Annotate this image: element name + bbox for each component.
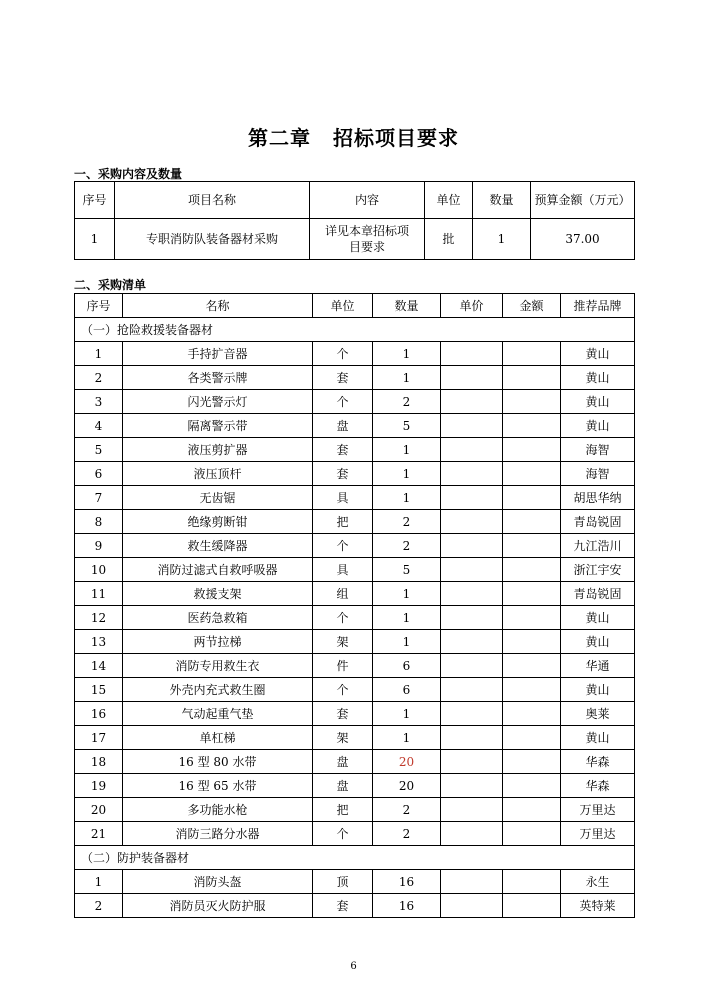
table-row — [75, 726, 635, 750]
table-cell: 1 — [373, 582, 441, 606]
table-cell: 7 — [75, 486, 123, 510]
table-cell — [441, 774, 503, 798]
table-cell: 九江浩川 — [561, 534, 635, 558]
table-cell: 青岛锐固 — [561, 510, 635, 534]
table-cell: 5 — [373, 558, 441, 582]
table-row — [75, 534, 635, 558]
table-cell: 1 — [373, 486, 441, 510]
table-cell: 1 — [373, 366, 441, 390]
table-cell — [441, 438, 503, 462]
table-cell — [503, 462, 561, 486]
table-cell — [503, 510, 561, 534]
table-cell: 11 — [75, 582, 123, 606]
table-cell: 批 — [425, 219, 473, 260]
table-cell — [441, 534, 503, 558]
table-cell: 具 — [313, 486, 373, 510]
table-cell: 消防员灭火防护服 — [123, 894, 313, 918]
table-cell: 个 — [313, 534, 373, 558]
header-cell: 数量 — [473, 182, 531, 219]
chapter-title: 招标项目要求 — [333, 126, 459, 150]
table-cell — [441, 510, 503, 534]
table-cell — [503, 894, 561, 918]
table-cell — [503, 774, 561, 798]
table-cell: 两节拉梯 — [123, 630, 313, 654]
table-row — [75, 558, 635, 582]
table-cell: 医药急救箱 — [123, 606, 313, 630]
page-number: 6 — [350, 961, 357, 972]
table-cell: 永生 — [561, 870, 635, 894]
table-row — [75, 510, 635, 534]
table-cell: 15 — [75, 678, 123, 702]
table-cell: 5 — [373, 414, 441, 438]
table-cell: 手持扩音器 — [123, 342, 313, 366]
table-cell — [503, 750, 561, 774]
header-cell: 名称 — [123, 294, 313, 318]
table-cell — [441, 414, 503, 438]
table-cell: 闪光警示灯 — [123, 390, 313, 414]
table-cell: 1 — [373, 438, 441, 462]
table-row — [75, 366, 635, 390]
table-cell — [503, 726, 561, 750]
table-row — [75, 894, 635, 918]
table-cell: 气动起重气垫 — [123, 702, 313, 726]
table-cell: 单杠梯 — [123, 726, 313, 750]
table-cell: 英特莱 — [561, 894, 635, 918]
table-cell: 专职消防队装备器材采购 — [115, 219, 310, 260]
table-row — [75, 390, 635, 414]
table-cell: 隔离警示带 — [123, 414, 313, 438]
table-cell — [441, 486, 503, 510]
table-cell: 6 — [373, 678, 441, 702]
table-cell: 架 — [313, 726, 373, 750]
group-label: （二）防护装备器材 — [75, 846, 635, 870]
table-cell: 20 — [373, 774, 441, 798]
table-row — [75, 414, 635, 438]
group-label: （一）抢险救援装备器材 — [75, 318, 635, 342]
table-cell: 5 — [75, 438, 123, 462]
table-row — [75, 462, 635, 486]
table-cell: 架 — [313, 630, 373, 654]
table-cell — [503, 702, 561, 726]
table-cell: 多功能水枪 — [123, 798, 313, 822]
table-cell: 4 — [75, 414, 123, 438]
table-cell — [503, 486, 561, 510]
table-cell — [441, 606, 503, 630]
table-cell: 2 — [373, 534, 441, 558]
table-row — [75, 702, 635, 726]
table-cell: 奥莱 — [561, 702, 635, 726]
table-cell: 黄山 — [561, 342, 635, 366]
table-cell: 华森 — [561, 750, 635, 774]
table-row — [75, 630, 635, 654]
table-cell: 盘 — [313, 414, 373, 438]
table-cell — [503, 390, 561, 414]
table-cell: 20 — [75, 798, 123, 822]
table-row — [75, 219, 635, 260]
table-cell: 青岛锐固 — [561, 582, 635, 606]
table-row — [75, 582, 635, 606]
table-cell: 10 — [75, 558, 123, 582]
table-cell: 1 — [373, 462, 441, 486]
table-cell: 外壳内充式救生圈 — [123, 678, 313, 702]
group-row — [75, 846, 635, 870]
table-cell: 个 — [313, 678, 373, 702]
table-cell: 6 — [75, 462, 123, 486]
table-cell: 1 — [75, 219, 115, 260]
table-cell: 救援支架 — [123, 582, 313, 606]
header-cell: 序号 — [75, 182, 115, 219]
table-cell: 华通 — [561, 654, 635, 678]
header-cell: 金额 — [503, 294, 561, 318]
table-cell: 黄山 — [561, 678, 635, 702]
table-cell: 14 — [75, 654, 123, 678]
table-cell — [441, 750, 503, 774]
table-cell: 2 — [373, 390, 441, 414]
table-cell — [441, 678, 503, 702]
table-cell: 2 — [75, 366, 123, 390]
table-cell: 2 — [373, 510, 441, 534]
table-row — [75, 750, 635, 774]
table-cell: 21 — [75, 822, 123, 846]
table-cell: 个 — [313, 606, 373, 630]
table-cell: 消防三路分水器 — [123, 822, 313, 846]
table-cell: 万里达 — [561, 822, 635, 846]
table-cell: 黄山 — [561, 606, 635, 630]
table-row — [75, 654, 635, 678]
table-cell: 液压顶杆 — [123, 462, 313, 486]
table-cell — [503, 534, 561, 558]
table-cell — [441, 582, 503, 606]
table-cell: 8 — [75, 510, 123, 534]
table-cell: 2 — [75, 894, 123, 918]
table-cell: 16 型 65 水带 — [123, 774, 313, 798]
table-cell: 1 — [373, 702, 441, 726]
table-cell: 液压剪扩器 — [123, 438, 313, 462]
table-cell: 16 — [373, 894, 441, 918]
table-cell: 消防头盔 — [123, 870, 313, 894]
table-row — [75, 606, 635, 630]
table-cell: 胡思华纳 — [561, 486, 635, 510]
table-cell — [503, 414, 561, 438]
table-cell — [503, 342, 561, 366]
table-cell: 海智 — [561, 438, 635, 462]
page-title — [0, 122, 707, 151]
table-cell: 组 — [313, 582, 373, 606]
table-cell: 9 — [75, 534, 123, 558]
table-cell — [441, 558, 503, 582]
table-cell — [441, 630, 503, 654]
table-cell: 海智 — [561, 462, 635, 486]
table-row — [75, 774, 635, 798]
table-cell: 18 — [75, 750, 123, 774]
table-cell: 1 — [75, 342, 123, 366]
table-cell: 3 — [75, 390, 123, 414]
table-cell: 个 — [313, 390, 373, 414]
table-cell — [503, 798, 561, 822]
table-cell: 37.00 — [531, 219, 635, 260]
header-cell: 推荐品牌 — [561, 294, 635, 318]
table-cell: 详见本章招标项目要求 — [310, 219, 425, 260]
header-cell: 预算金额（万元） — [531, 182, 635, 219]
table-cell: 1 — [373, 606, 441, 630]
table-cell: 消防过滤式自救呼吸器 — [123, 558, 313, 582]
table-cell — [441, 462, 503, 486]
table-row — [75, 870, 635, 894]
table-cell: 6 — [373, 654, 441, 678]
table-cell: 个 — [313, 822, 373, 846]
table-row — [75, 822, 635, 846]
table-cell: 盘 — [313, 750, 373, 774]
table-cell — [503, 606, 561, 630]
table-cell — [503, 582, 561, 606]
header-cell: 内容 — [310, 182, 425, 219]
table-cell — [503, 630, 561, 654]
table-cell — [441, 702, 503, 726]
header-cell: 序号 — [75, 294, 123, 318]
header-cell: 项目名称 — [115, 182, 310, 219]
table-row — [75, 798, 635, 822]
table-cell: 16 型 80 水带 — [123, 750, 313, 774]
table-cell: 件 — [313, 654, 373, 678]
table-cell: 2 — [373, 798, 441, 822]
table-row — [75, 438, 635, 462]
table-cell — [503, 438, 561, 462]
table-cell: 黄山 — [561, 414, 635, 438]
table-cell: 救生缓降器 — [123, 534, 313, 558]
table-cell — [503, 558, 561, 582]
table-cell: 套 — [313, 438, 373, 462]
table-cell: 1 — [75, 870, 123, 894]
table-cell: 套 — [313, 894, 373, 918]
table-cell: 顶 — [313, 870, 373, 894]
table-cell — [503, 366, 561, 390]
header-cell: 数量 — [373, 294, 441, 318]
table-cell: 黄山 — [561, 366, 635, 390]
table-cell: 华森 — [561, 774, 635, 798]
table-cell — [441, 798, 503, 822]
table-row — [75, 678, 635, 702]
table-cell: 具 — [313, 558, 373, 582]
table-cell: 2 — [373, 822, 441, 846]
table-cell: 12 — [75, 606, 123, 630]
table-cell: 13 — [75, 630, 123, 654]
table-cell: 1 — [373, 630, 441, 654]
table-cell: 1 — [473, 219, 531, 260]
header-cell: 单价 — [441, 294, 503, 318]
table-cell: 16 — [373, 870, 441, 894]
procurement-summary-table — [74, 181, 635, 260]
table-cell: 16 — [75, 702, 123, 726]
table-cell: 17 — [75, 726, 123, 750]
table-cell: 黄山 — [561, 630, 635, 654]
table-cell: 20 — [373, 750, 441, 774]
table-cell: 把 — [313, 510, 373, 534]
table-cell — [503, 678, 561, 702]
table-cell: 黄山 — [561, 390, 635, 414]
table-cell: 黄山 — [561, 726, 635, 750]
table-cell: 万里达 — [561, 798, 635, 822]
table-cell: 19 — [75, 774, 123, 798]
table-header-row — [75, 182, 635, 219]
table-cell: 套 — [313, 366, 373, 390]
table-cell: 把 — [313, 798, 373, 822]
table-cell: 浙江宇安 — [561, 558, 635, 582]
table-cell — [441, 894, 503, 918]
table-cell: 各类警示牌 — [123, 366, 313, 390]
chapter-number: 第二章 — [248, 126, 311, 150]
table-cell — [441, 726, 503, 750]
section2-heading: 二、采购清单 — [74, 278, 147, 292]
header-cell: 单位 — [313, 294, 373, 318]
table-cell: 1 — [373, 726, 441, 750]
table-cell — [503, 654, 561, 678]
table-cell: 个 — [313, 342, 373, 366]
table-cell — [441, 822, 503, 846]
table-cell — [441, 390, 503, 414]
group-row — [75, 318, 635, 342]
table-cell — [441, 366, 503, 390]
table-cell — [503, 870, 561, 894]
table-cell: 套 — [313, 462, 373, 486]
table-cell — [441, 870, 503, 894]
table-cell: 消防专用救生衣 — [123, 654, 313, 678]
table-cell: 无齿锯 — [123, 486, 313, 510]
section1-heading: 一、采购内容及数量 — [74, 167, 183, 181]
table-row — [75, 342, 635, 366]
table-header-row — [75, 294, 635, 318]
table-cell: 绝缘剪断钳 — [123, 510, 313, 534]
table-cell: 套 — [313, 702, 373, 726]
table-row — [75, 486, 635, 510]
procurement-list-table — [74, 293, 635, 918]
table-cell — [441, 342, 503, 366]
table-cell — [441, 654, 503, 678]
header-cell: 单位 — [425, 182, 473, 219]
table-cell — [503, 822, 561, 846]
table-cell: 盘 — [313, 774, 373, 798]
table-cell: 1 — [373, 342, 441, 366]
